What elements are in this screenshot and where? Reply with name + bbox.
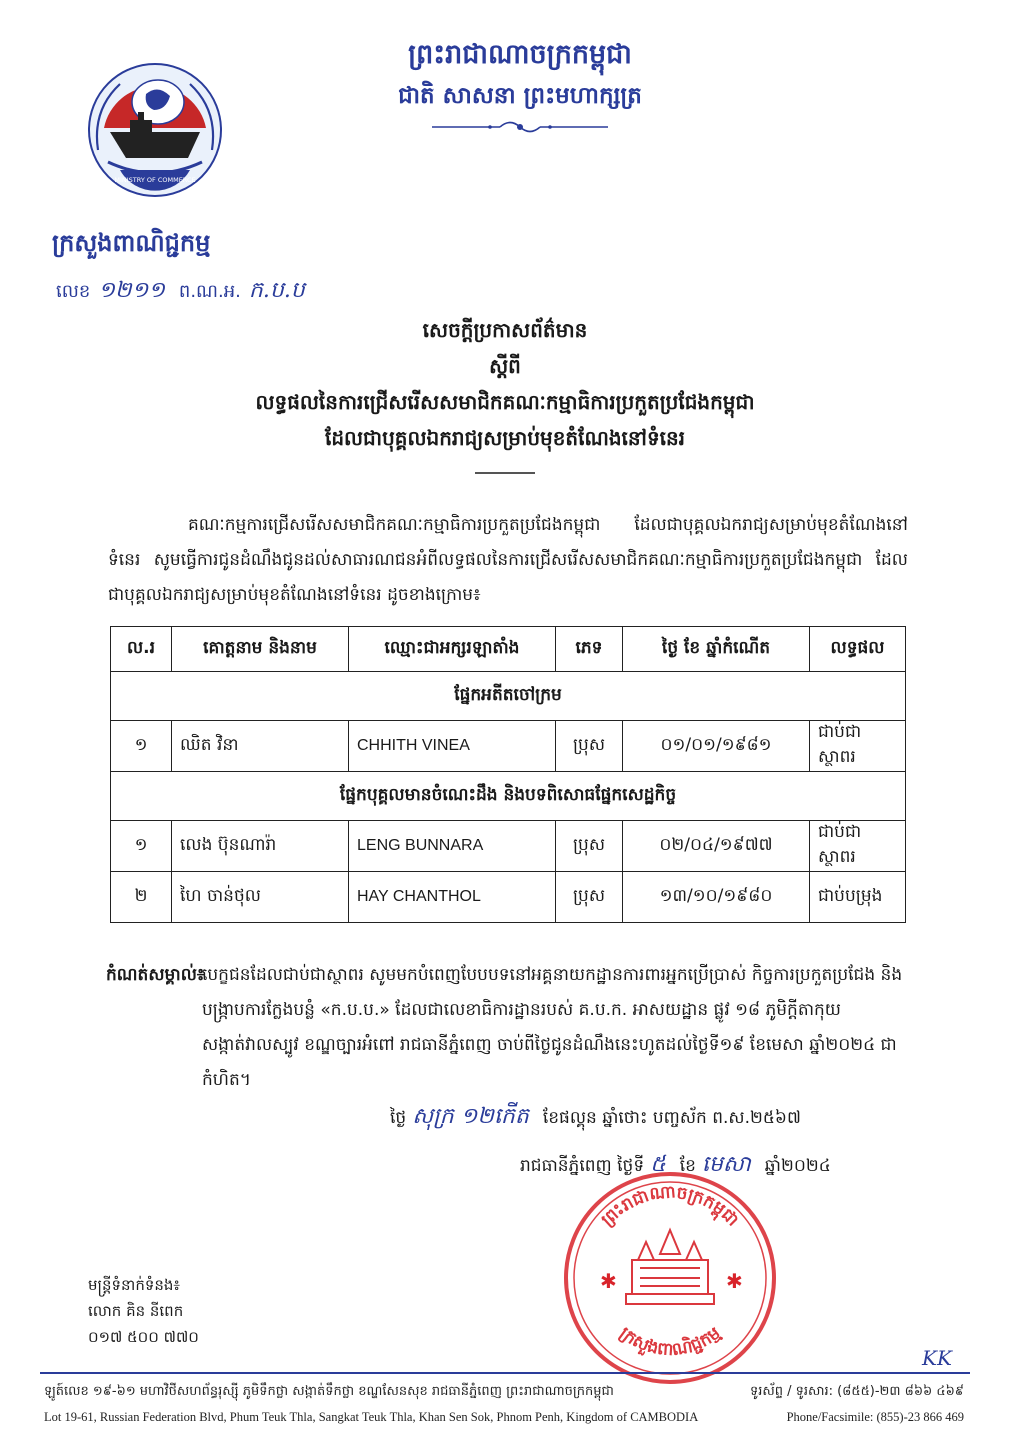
title-line-3: លទ្ធផលនៃការជ្រើសរើសសមាជិកគណៈកម្មាធិការប្រកួតប្រជែងកម្ពុជា bbox=[255, 390, 755, 414]
cell-sex: ប្រុស bbox=[556, 872, 623, 923]
solar-day: ៥ bbox=[650, 1152, 666, 1177]
cell-no: ១ bbox=[111, 821, 172, 872]
ref-suffix: ក.ប.ប bbox=[248, 278, 305, 303]
cell-sex: ប្រុស bbox=[556, 821, 623, 872]
col-dob: ថ្ងៃ ខែ ឆ្នាំកំណើត bbox=[623, 627, 810, 672]
cell-latin: LENG BUNNARA bbox=[349, 821, 556, 872]
cell-sex: ប្រុស bbox=[556, 721, 623, 772]
results-table bbox=[110, 626, 906, 923]
seal-bottom-text: ក្រសួងពាណិជ្ជកម្ម bbox=[615, 1323, 725, 1361]
cell-dob: ០២/០៤/១៩៧៧ bbox=[623, 821, 810, 872]
cell-result: ជាប់ជាស្ថាពរ bbox=[810, 821, 906, 872]
col-latin: ឈ្មោះជាអក្សរឡាតាំង bbox=[349, 627, 556, 672]
footer-phone-en: Phone/Facsimile: (855)-23 866 469 bbox=[786, 1410, 964, 1424]
seal-star-icon: ✱ bbox=[726, 1269, 743, 1293]
footer-address-english bbox=[44, 1410, 964, 1425]
contact-label: មន្ត្រីទំនាក់ទំនង៖ bbox=[88, 1276, 180, 1294]
solar-month: មេសា bbox=[701, 1152, 751, 1177]
table-row bbox=[111, 872, 906, 923]
cell-result: ជាប់បម្រុង bbox=[810, 872, 906, 923]
cell-no: ១ bbox=[111, 721, 172, 772]
ref-number: ១២១១ bbox=[98, 278, 165, 303]
title-line-4: ដែលជាបុគ្គលឯករាជ្យសម្រាប់មុខតំណែងនៅទំនេរ bbox=[324, 426, 686, 450]
solar-mid: ខែ bbox=[679, 1156, 696, 1176]
cell-name: ឈិត វិនា bbox=[172, 721, 349, 772]
note-label: កំណត់សម្គាល់៖ bbox=[106, 965, 205, 985]
contact-officer bbox=[88, 1272, 199, 1350]
table-row bbox=[111, 821, 906, 872]
cell-no: ២ bbox=[111, 872, 172, 923]
table-row bbox=[111, 721, 906, 772]
section-row bbox=[111, 772, 906, 821]
note-text: បេក្ខជនដែលជាប់ជាស្ថាពរ សូមមកបំពេញបែបបទនៅអគ្គនាយកដ្ឋានការពារអ្នកប្រើប្រាស់ កិច្ចការប្រកួតប្រជែង និងបង្ក្រាបការក្លែងបន្លំ «ក.ប.ប.» ដែលជាលេខាធិការដ្ឋានរបស់ គ.ប.ក. អាសយដ្ឋាន ផ្លូវ ១៨ ភូមិក្តីតាកុយ សង្កាត់វាលស្បូវ ខណ្ឌច្បារអំពៅ រាជធានីភ្នំពេញ ចាប់ពីថ្ងៃជូនដំណឹងនេះហូតដល់ថ្ងៃទី១៩ ខែមេសា ឆ្នាំ២០២៤ ជាកំហិត។ bbox=[202, 965, 903, 1090]
note-block bbox=[106, 958, 906, 1098]
cell-latin: CHHITH VINEA bbox=[349, 721, 556, 772]
footer-address-km: ឡូត៍លេខ ១៩-៦១ មហាវិថីសហព័ន្ធរុស្ស៊ី ភូមិទឹកថ្លា សង្កាត់ទឹកថ្លា ខណ្ឌសែនសុខ រាជធានីភ្នំពេញ ព្រះរាជាណាចក្រកម្ពុជា bbox=[44, 1384, 614, 1399]
lunar-date bbox=[390, 1102, 910, 1134]
kingdom-heading: ព្រះរាជាណាចក្រកម្ពុជា bbox=[408, 39, 632, 70]
col-result: លទ្ធផល bbox=[810, 627, 906, 672]
col-no: ល.រ bbox=[111, 627, 172, 672]
national-motto: ជាតិ សាសនា ព្រះមហាក្សត្រ bbox=[398, 83, 642, 109]
cell-latin: HAY CHANTHOL bbox=[349, 872, 556, 923]
announcement-title bbox=[100, 312, 910, 456]
footer-phone-km: ទូរស័ព្ទ / ទូរសារ: (៨៥៥)-២៣ ៨៦៦ ៤៦៩ bbox=[749, 1384, 964, 1399]
cell-result: ជាប់ជាស្ថាពរ bbox=[810, 721, 906, 772]
title-divider bbox=[475, 472, 535, 474]
lunar-rest: ខែផល្គុន ឆ្នាំថោះ បញ្ចស័ក ព.ស.២៥៦៧ bbox=[542, 1108, 801, 1128]
ministry-logo bbox=[80, 58, 230, 208]
footer-address-khmer bbox=[44, 1383, 964, 1402]
footer-address-en: Lot 19-61, Russian Federation Blvd, Phum Teuk Thla, Sangkat Teuk Thla, Khan Sen Sok, Phnom Penh, Kingdom of CAMBODIA bbox=[44, 1410, 699, 1424]
col-name: គោត្តនាម និងនាម bbox=[172, 627, 349, 672]
seal-star-icon: ✱ bbox=[600, 1269, 617, 1293]
ref-code: ព.ណ.អ. bbox=[178, 281, 241, 302]
contact-name: លោក គិន នីពេក bbox=[88, 1302, 184, 1320]
official-seal-stamp bbox=[560, 1168, 780, 1388]
table-header-row bbox=[111, 627, 906, 672]
title-line-2: ស្តីពី bbox=[489, 354, 521, 378]
seal-top-text: ព្រះរាជាណាចក្រកម្ពុជា bbox=[597, 1182, 743, 1231]
contact-phone: ០១៧ ៥០០ ៧៧០ bbox=[88, 1328, 199, 1346]
section-label: ផ្នែកអតីតចៅក្រម bbox=[111, 672, 906, 721]
handwritten-initials: KK bbox=[922, 1346, 952, 1370]
cell-name: ហៃ ចាន់ថុល bbox=[172, 872, 349, 923]
ministry-name: ក្រសួងពាណិជ្ជកម្ម bbox=[52, 229, 211, 257]
footer-divider bbox=[40, 1372, 970, 1374]
section-label: ផ្នែកបុគ្គលមានចំណេះដឹង និងបទពិសោធផ្នែកសេដ្ឋកិច្ច bbox=[111, 772, 906, 821]
cell-dob: ០១/០១/១៩៨១ bbox=[623, 721, 810, 772]
solar-year: ឆ្នាំ២០២៤ bbox=[764, 1156, 831, 1176]
cell-name: លេង ប៊ុនណារ៉ា bbox=[172, 821, 349, 872]
ref-prefix: លេខ bbox=[56, 281, 91, 302]
cell-dob: ១៣/១០/១៩៨០ bbox=[623, 872, 810, 923]
title-line-1: សេចក្តីប្រកាសព័ត៌មាន bbox=[422, 318, 588, 342]
lunar-prefix: ថ្ងៃ bbox=[390, 1108, 407, 1128]
angkor-temple-icon bbox=[626, 1230, 714, 1304]
col-sex: ភេទ bbox=[556, 627, 623, 672]
solar-prefix: រាជធានីភ្នំពេញ ថ្ងៃទី bbox=[520, 1156, 645, 1176]
intro-paragraph: គណៈកម្មការជ្រើសរើសសមាជិកគណៈកម្មាធិការប្រកួតប្រជែងកម្ពុជា ដែលជាបុគ្គលឯករាជ្យសម្រាប់មុខតំណែងនៅទំនេរ សូមធ្វើការជូនដំណឹងជូនដល់សាធារណជនអំពីលទ្ធផលនៃការជ្រើសរើសសមាជិកគណៈកម្មាធិការប្រកួតប្រជែងកម្ពុជា ដែលជាបុគ្គលឯករាជ្យសម្រាប់មុខតំណែងនៅទំនេរ ដូចខាងក្រោម៖ bbox=[108, 515, 908, 605]
lunar-handwritten: សុក្រ ១២កើត bbox=[412, 1104, 529, 1129]
section-row bbox=[111, 672, 906, 721]
ornament-divider-icon bbox=[430, 120, 610, 134]
logo-text: MINISTRY OF COMMERCE bbox=[114, 176, 196, 184]
reference-number bbox=[56, 276, 319, 308]
